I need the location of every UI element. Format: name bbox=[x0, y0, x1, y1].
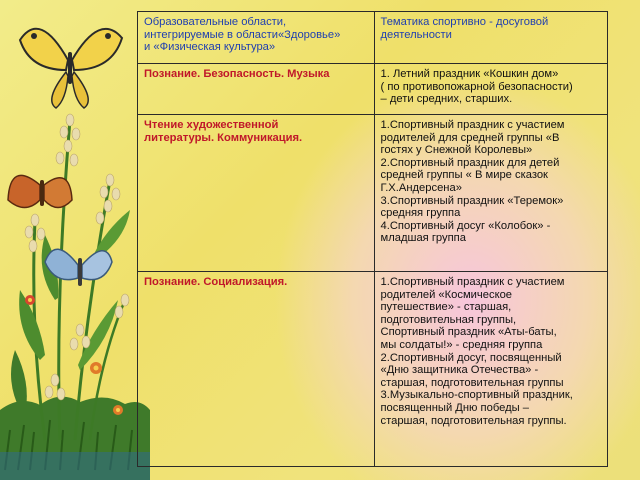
item-line: средняя группа bbox=[380, 207, 461, 220]
item-line: 3.Спортивный праздник «Теремок» bbox=[380, 194, 564, 207]
header-line: интегрируемые в области«Здоровье» bbox=[144, 28, 341, 41]
item-line: младшая группа bbox=[380, 232, 466, 245]
header-cell-topics bbox=[374, 12, 608, 64]
activities-table bbox=[137, 11, 608, 467]
item-line: старшая, подготовительная группы bbox=[380, 376, 564, 389]
item-line: мы солдаты!» - средняя группа bbox=[380, 338, 543, 351]
item-line: посвященный Дню победы – bbox=[380, 401, 529, 414]
butterfly-icon bbox=[20, 29, 122, 108]
area-cell bbox=[138, 115, 375, 272]
item-line: 3.Музыкально-спортивный праздник, bbox=[380, 389, 573, 402]
item-line: – дети средних, старших. bbox=[380, 93, 513, 106]
topics-cell bbox=[374, 115, 608, 272]
item-line: Спортивный праздник «Аты-баты, bbox=[380, 326, 557, 339]
item-line: родителей для средней группы «В bbox=[380, 131, 560, 144]
area-line: Познание. Социализация. bbox=[144, 276, 288, 288]
item-line: «Дню защитника Отечества» - bbox=[380, 364, 539, 377]
header-line: деятельности bbox=[380, 28, 452, 41]
item-line: 2.Спортивный досуг, посвященный bbox=[380, 351, 562, 364]
item-line: 2.Спортивный праздник для детей bbox=[380, 156, 560, 169]
header-line: Тематика спортивно - досуговой bbox=[380, 16, 549, 28]
item-line: Г.Х.Андерсена» bbox=[380, 181, 462, 194]
item-line: путешествие» - старшая, bbox=[380, 301, 512, 314]
item-line: родителей «Космическое bbox=[380, 288, 513, 301]
area-cell bbox=[138, 64, 375, 115]
header-line: и «Физическая культура» bbox=[144, 41, 276, 54]
table-row bbox=[138, 272, 608, 467]
table-header-row bbox=[138, 12, 608, 64]
table-row bbox=[138, 115, 608, 272]
header-line: Образовательные области, bbox=[144, 16, 287, 28]
area-line: Познание. Безопасность. Музыка bbox=[144, 68, 330, 80]
topics-cell bbox=[374, 64, 608, 115]
area-line: литературы. Коммуникация. bbox=[144, 131, 303, 144]
flower-bouquet-illustration bbox=[0, 0, 150, 480]
butterfly-icon bbox=[8, 175, 72, 207]
item-line: 1.Спортивный праздник с участием bbox=[380, 119, 565, 131]
item-line: средней группы « В мире сказок bbox=[380, 169, 548, 182]
topics-cell bbox=[374, 272, 608, 467]
item-line: 1. Летний праздник «Кошкин дом» bbox=[380, 68, 559, 80]
item-line: 4.Спортивный досуг «Колобок» - bbox=[380, 219, 551, 232]
table-row bbox=[138, 64, 608, 115]
item-line: гостях у Снежной Королевы» bbox=[380, 144, 533, 157]
item-line: 1.Спортивный праздник с участием bbox=[380, 276, 565, 288]
area-cell bbox=[138, 272, 375, 467]
area-line: Чтение художественной bbox=[144, 119, 279, 131]
item-line: старшая, подготовительная группы. bbox=[380, 414, 567, 427]
item-line: ( по противопожарной безопасности) bbox=[380, 80, 573, 93]
item-line: подготовительная группы, bbox=[380, 313, 517, 326]
header-cell-areas bbox=[138, 12, 375, 64]
